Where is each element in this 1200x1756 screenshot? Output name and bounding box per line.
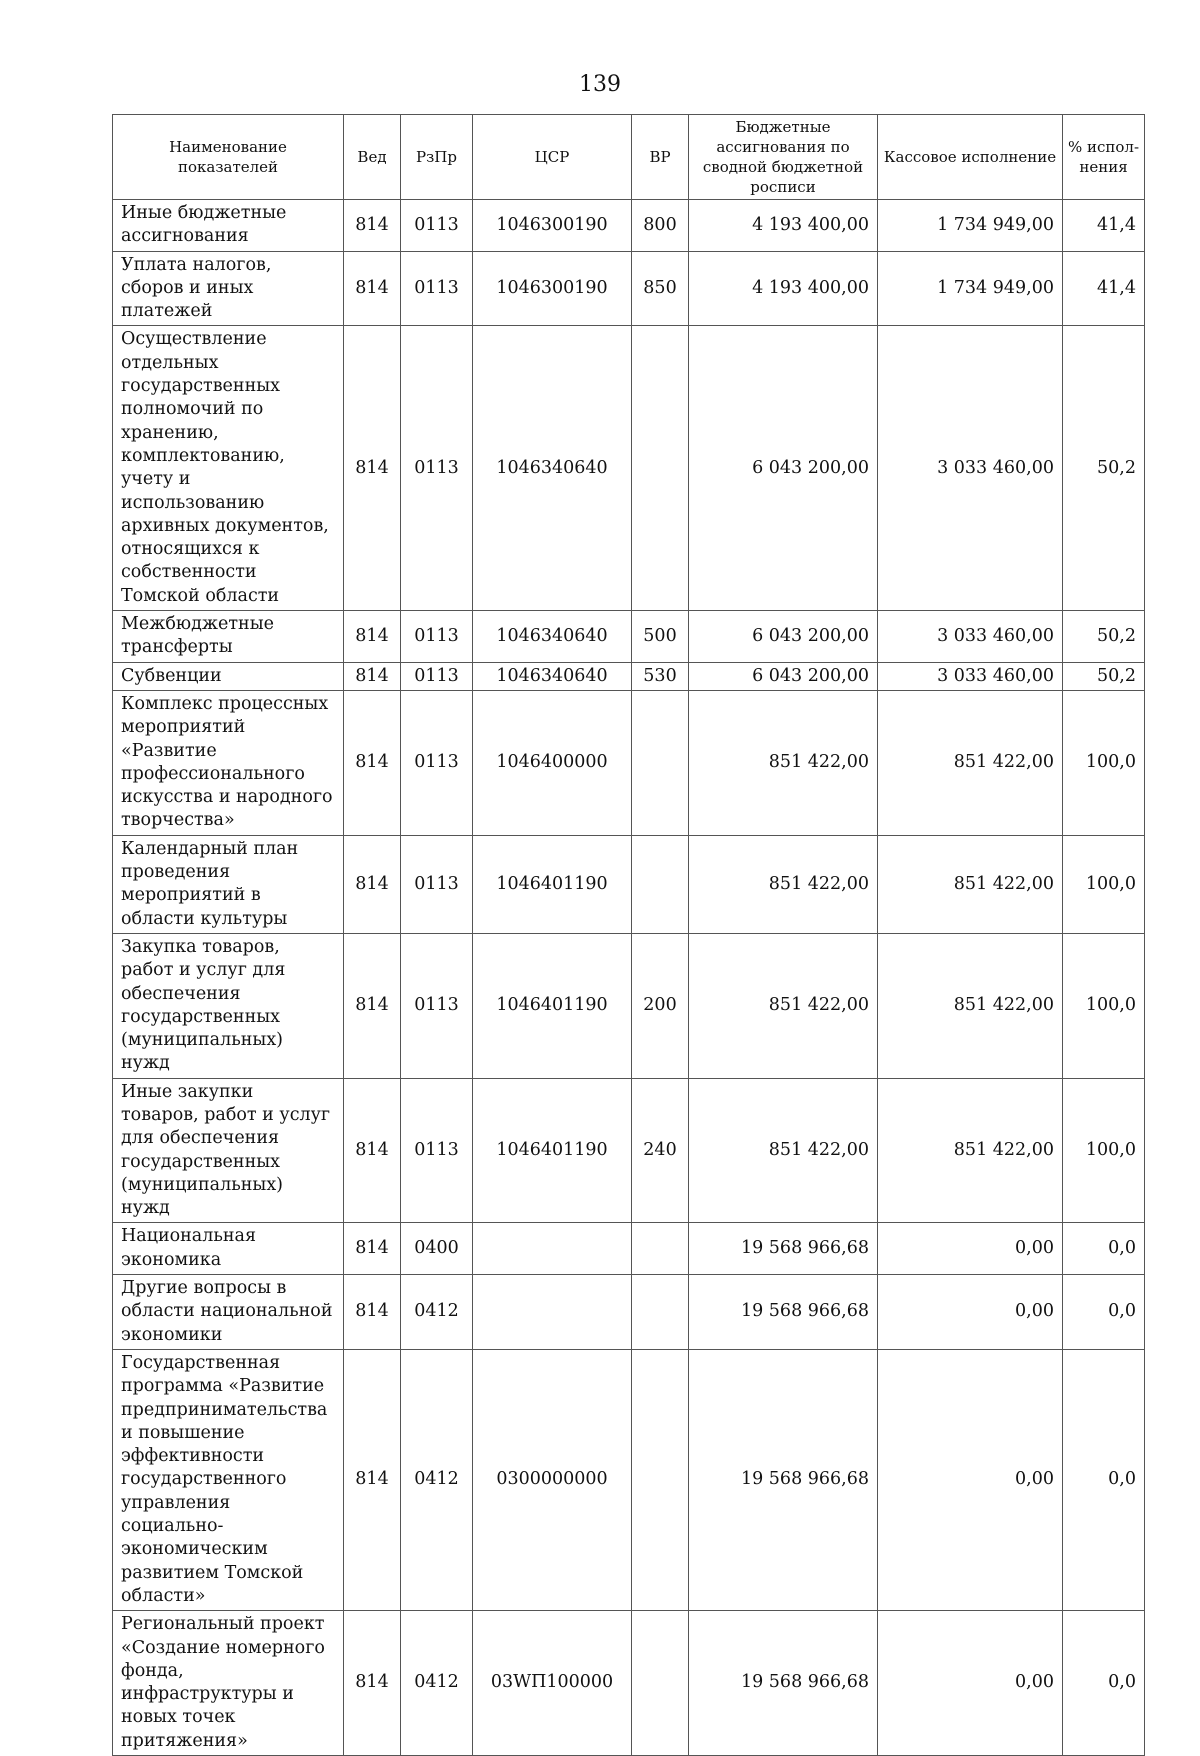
row-csr: 1046340640 [473, 611, 632, 663]
row-ved: 814 [344, 835, 401, 933]
row-name: Другие вопросы в области национальной экономики [113, 1275, 344, 1350]
row-csr: 1046340640 [473, 662, 632, 690]
row-percent: 50,2 [1063, 326, 1145, 611]
table-row [113, 690, 1145, 835]
table-row [113, 611, 1145, 663]
row-vr: 240 [632, 1078, 689, 1223]
row-rzpr: 0113 [401, 200, 473, 252]
header-budget: Бюджетные ассигнования по сводной бюджетной росписи [689, 115, 878, 200]
row-name: Национальная экономика [113, 1223, 344, 1275]
page-number: 139 [579, 72, 621, 97]
row-vr [632, 835, 689, 933]
table-row [113, 1275, 1145, 1350]
row-ved: 814 [344, 611, 401, 663]
row-rzpr: 0113 [401, 251, 473, 326]
row-name: Осуществление отдельных государственных полномочий по хранению, комплектованию, учету и использованию архивных документов, относящихся к собственности Томской области [113, 326, 344, 611]
row-budget: 851 422,00 [689, 933, 878, 1078]
row-budget: 4 193 400,00 [689, 200, 878, 252]
row-rzpr: 0113 [401, 690, 473, 835]
header-cash: Кассовое исполнение [878, 115, 1063, 200]
header-vr: ВР [632, 115, 689, 200]
table-row [113, 1223, 1145, 1275]
row-percent: 100,0 [1063, 933, 1145, 1078]
row-vr: 530 [632, 662, 689, 690]
row-ved: 814 [344, 200, 401, 252]
row-csr: 0300000000 [473, 1349, 632, 1610]
table-header-row [113, 115, 1145, 200]
table-row [113, 1611, 1145, 1756]
row-name: Закупка товаров, работ и услуг для обеспечения государственных (муниципальных) нужд [113, 933, 344, 1078]
row-rzpr: 0113 [401, 835, 473, 933]
table-row [113, 1349, 1145, 1610]
row-ved: 814 [344, 1223, 401, 1275]
row-vr [632, 1349, 689, 1610]
row-percent: 100,0 [1063, 1078, 1145, 1223]
row-csr [473, 1275, 632, 1350]
row-name: Субвенции [113, 662, 344, 690]
header-name: Наименование показателей [113, 115, 344, 200]
header-ved: Вед [344, 115, 401, 200]
row-rzpr: 0412 [401, 1275, 473, 1350]
table-row [113, 933, 1145, 1078]
row-vr [632, 690, 689, 835]
row-csr: 1046401190 [473, 1078, 632, 1223]
row-vr: 500 [632, 611, 689, 663]
row-percent: 0,0 [1063, 1275, 1145, 1350]
row-cash: 0,00 [878, 1275, 1063, 1350]
row-budget: 4 193 400,00 [689, 251, 878, 326]
row-name: Уплата налогов, сборов и иных платежей [113, 251, 344, 326]
row-cash: 3 033 460,00 [878, 662, 1063, 690]
row-cash: 1 734 949,00 [878, 251, 1063, 326]
row-cash: 851 422,00 [878, 933, 1063, 1078]
row-name: Региональный проект «Создание номерного фонда, инфраструктуры и новых точек притяжения» [113, 1611, 344, 1756]
row-name: Календарный план проведения мероприятий в области культуры [113, 835, 344, 933]
row-budget: 851 422,00 [689, 690, 878, 835]
row-budget: 19 568 966,68 [689, 1223, 878, 1275]
row-ved: 814 [344, 933, 401, 1078]
row-csr: 1046300190 [473, 200, 632, 252]
row-ved: 814 [344, 1078, 401, 1223]
row-budget: 6 043 200,00 [689, 611, 878, 663]
row-csr: 1046300190 [473, 251, 632, 326]
row-rzpr: 0400 [401, 1223, 473, 1275]
row-ved: 814 [344, 662, 401, 690]
row-budget: 6 043 200,00 [689, 326, 878, 611]
budget-table [112, 114, 1145, 1756]
row-vr [632, 1275, 689, 1350]
row-rzpr: 0113 [401, 326, 473, 611]
table-row [113, 1078, 1145, 1223]
row-vr [632, 326, 689, 611]
row-name: Межбюджетные трансферты [113, 611, 344, 663]
row-budget: 19 568 966,68 [689, 1349, 878, 1610]
row-csr: 1046400000 [473, 690, 632, 835]
table-row [113, 251, 1145, 326]
row-csr: 1046340640 [473, 326, 632, 611]
row-name: Комплекс процессных мероприятий «Развитие профессионального искусства и народного творчества» [113, 690, 344, 835]
row-cash: 0,00 [878, 1349, 1063, 1610]
table-row [113, 835, 1145, 933]
row-percent: 0,0 [1063, 1611, 1145, 1756]
row-name: Иные бюджетные ассигнования [113, 200, 344, 252]
row-rzpr: 0113 [401, 662, 473, 690]
row-cash: 0,00 [878, 1611, 1063, 1756]
row-rzpr: 0412 [401, 1349, 473, 1610]
row-vr: 200 [632, 933, 689, 1078]
row-cash: 0,00 [878, 1223, 1063, 1275]
row-ved: 814 [344, 1611, 401, 1756]
row-csr: 03WП100000 [473, 1611, 632, 1756]
row-cash: 851 422,00 [878, 1078, 1063, 1223]
row-ved: 814 [344, 1275, 401, 1350]
row-name: Иные закупки товаров, работ и услуг для обеспечения государственных (муниципальных) нужд [113, 1078, 344, 1223]
row-ved: 814 [344, 326, 401, 611]
row-vr [632, 1611, 689, 1756]
header-percent: % испол-нения [1063, 115, 1145, 200]
row-name: Государственная программа «Развитие предпринимательства и повышение эффективности государственного управления социально-экономическим развитием Томской области» [113, 1349, 344, 1610]
row-percent: 41,4 [1063, 251, 1145, 326]
row-ved: 814 [344, 690, 401, 835]
row-rzpr: 0412 [401, 1611, 473, 1756]
row-percent: 100,0 [1063, 835, 1145, 933]
row-ved: 814 [344, 251, 401, 326]
row-percent: 100,0 [1063, 690, 1145, 835]
row-percent: 41,4 [1063, 200, 1145, 252]
row-cash: 3 033 460,00 [878, 611, 1063, 663]
row-vr: 850 [632, 251, 689, 326]
header-rzpr: РзПр [401, 115, 473, 200]
row-budget: 19 568 966,68 [689, 1611, 878, 1756]
row-cash: 851 422,00 [878, 835, 1063, 933]
row-csr: 1046401190 [473, 933, 632, 1078]
table-row [113, 326, 1145, 611]
row-csr: 1046401190 [473, 835, 632, 933]
row-budget: 6 043 200,00 [689, 662, 878, 690]
row-csr [473, 1223, 632, 1275]
row-percent: 0,0 [1063, 1223, 1145, 1275]
row-rzpr: 0113 [401, 933, 473, 1078]
row-budget: 851 422,00 [689, 835, 878, 933]
row-ved: 814 [344, 1349, 401, 1610]
table-row [113, 200, 1145, 252]
row-vr [632, 1223, 689, 1275]
table-row [113, 662, 1145, 690]
row-rzpr: 0113 [401, 611, 473, 663]
header-csr: ЦСР [473, 115, 632, 200]
row-percent: 50,2 [1063, 611, 1145, 663]
row-cash: 851 422,00 [878, 690, 1063, 835]
row-cash: 1 734 949,00 [878, 200, 1063, 252]
row-cash: 3 033 460,00 [878, 326, 1063, 611]
row-rzpr: 0113 [401, 1078, 473, 1223]
row-budget: 19 568 966,68 [689, 1275, 878, 1350]
row-percent: 0,0 [1063, 1349, 1145, 1610]
row-budget: 851 422,00 [689, 1078, 878, 1223]
table-body [113, 200, 1145, 1756]
row-vr: 800 [632, 200, 689, 252]
row-percent: 50,2 [1063, 662, 1145, 690]
